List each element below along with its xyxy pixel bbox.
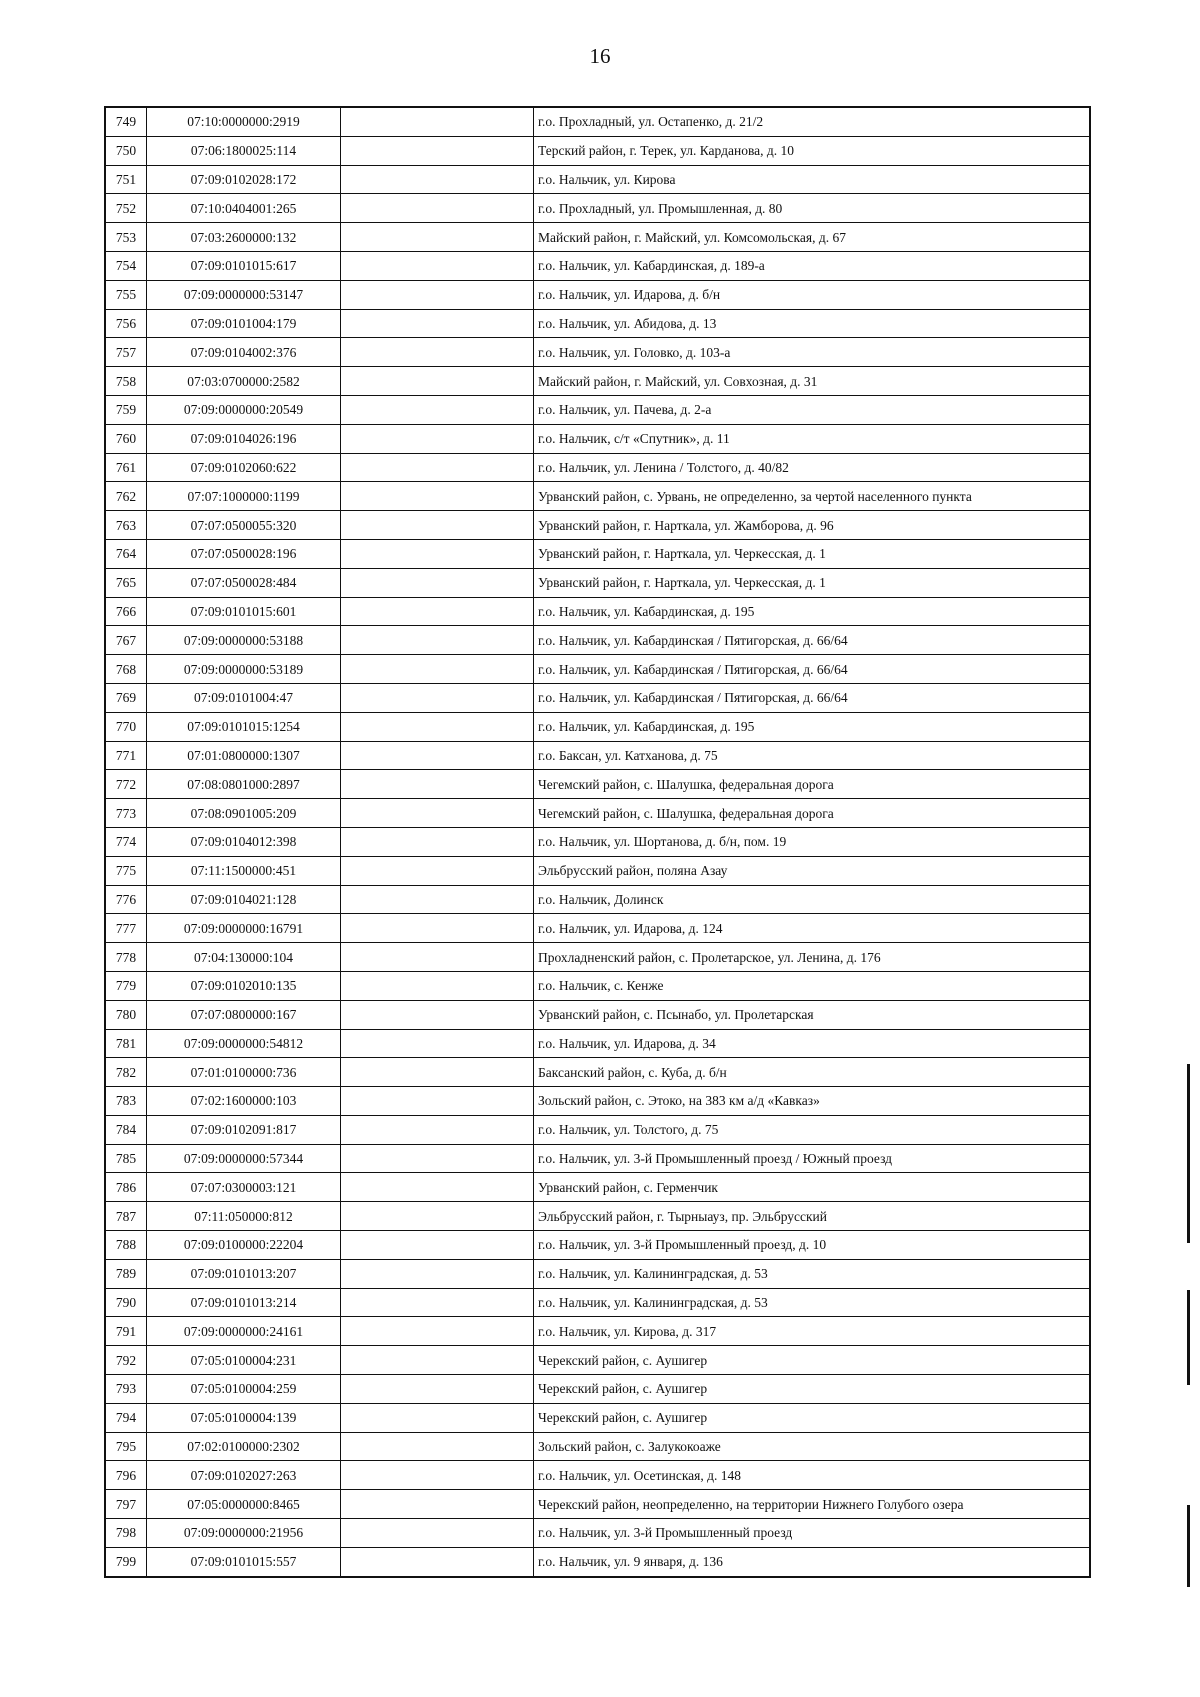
row-number-cell: 763 xyxy=(105,511,147,540)
empty-cell xyxy=(341,511,534,540)
table-row xyxy=(105,626,1090,655)
table-row xyxy=(105,568,1090,597)
cadastral-number-cell: 07:04:130000:104 xyxy=(147,943,341,972)
row-number-cell: 775 xyxy=(105,856,147,885)
table-row xyxy=(105,1173,1090,1202)
cadastral-number-cell: 07:09:0000000:53147 xyxy=(147,280,341,309)
empty-cell xyxy=(341,856,534,885)
table-row xyxy=(105,136,1090,165)
row-number-cell: 761 xyxy=(105,453,147,482)
cadastral-number-cell: 07:09:0000000:21956 xyxy=(147,1519,341,1548)
cadastral-number-cell: 07:09:0101013:207 xyxy=(147,1259,341,1288)
empty-cell xyxy=(341,194,534,223)
address-cell: г.о. Нальчик, ул. 3-й Промышленный проезд, д. 10 xyxy=(534,1231,1091,1260)
table-row xyxy=(105,367,1090,396)
scan-artifact-line xyxy=(1187,1290,1190,1385)
row-number-cell: 758 xyxy=(105,367,147,396)
cadastral-number-cell: 07:08:0801000:2897 xyxy=(147,770,341,799)
empty-cell xyxy=(341,367,534,396)
cadastral-number-cell: 07:09:0100000:22204 xyxy=(147,1231,341,1260)
empty-cell xyxy=(341,338,534,367)
address-cell: Урванский район, г. Нарткала, ул. Черкесская, д. 1 xyxy=(534,568,1091,597)
table-row xyxy=(105,280,1090,309)
address-cell: г.о. Нальчик, ул. Абидова, д. 13 xyxy=(534,309,1091,338)
row-number-cell: 764 xyxy=(105,539,147,568)
empty-cell xyxy=(341,1375,534,1404)
row-number-cell: 783 xyxy=(105,1087,147,1116)
row-number-cell: 794 xyxy=(105,1403,147,1432)
empty-cell xyxy=(341,1346,534,1375)
scan-artifact-line xyxy=(1187,1505,1190,1587)
cadastral-number-cell: 07:08:0901005:209 xyxy=(147,799,341,828)
address-cell: Эльбрусский район, г. Тырныауз, пр. Эльбрусский xyxy=(534,1202,1091,1231)
row-number-cell: 772 xyxy=(105,770,147,799)
row-number-cell: 786 xyxy=(105,1173,147,1202)
table-row xyxy=(105,597,1090,626)
table-row xyxy=(105,1346,1090,1375)
address-cell: г.о. Нальчик, ул. Кирова, д. 317 xyxy=(534,1317,1091,1346)
cadastral-number-cell: 07:09:0000000:16791 xyxy=(147,914,341,943)
property-table-container xyxy=(104,106,1091,1578)
empty-cell xyxy=(341,1490,534,1519)
cadastral-number-cell: 07:09:0104012:398 xyxy=(147,827,341,856)
property-table xyxy=(104,106,1091,1578)
table-row xyxy=(105,1547,1090,1576)
table-row xyxy=(105,827,1090,856)
table-row xyxy=(105,107,1090,136)
empty-cell xyxy=(341,136,534,165)
table-row xyxy=(105,1519,1090,1548)
row-number-cell: 754 xyxy=(105,251,147,280)
table-row xyxy=(105,1259,1090,1288)
empty-cell xyxy=(341,1115,534,1144)
table-row xyxy=(105,1375,1090,1404)
address-cell: г.о. Нальчик, ул. Кабардинская, д. 189-а xyxy=(534,251,1091,280)
cadastral-number-cell: 07:09:0101015:1254 xyxy=(147,712,341,741)
row-number-cell: 769 xyxy=(105,683,147,712)
table-row xyxy=(105,251,1090,280)
address-cell: г.о. Нальчик, ул. Кабардинская, д. 195 xyxy=(534,597,1091,626)
table-row xyxy=(105,683,1090,712)
empty-cell xyxy=(341,482,534,511)
empty-cell xyxy=(341,280,534,309)
table-row xyxy=(105,1403,1090,1432)
cadastral-number-cell: 07:05:0100004:259 xyxy=(147,1375,341,1404)
address-cell: Урванский район, г. Нарткала, ул. Жамборова, д. 96 xyxy=(534,511,1091,540)
table-row xyxy=(105,1144,1090,1173)
row-number-cell: 762 xyxy=(105,482,147,511)
empty-cell xyxy=(341,827,534,856)
cadastral-number-cell: 07:09:0102010:135 xyxy=(147,971,341,1000)
empty-cell xyxy=(341,1231,534,1260)
table-row xyxy=(105,395,1090,424)
cadastral-number-cell: 07:01:0100000:736 xyxy=(147,1058,341,1087)
empty-cell xyxy=(341,741,534,770)
table-row xyxy=(105,1029,1090,1058)
address-cell: г.о. Нальчик, ул. Ленина / Толстого, д. 40/82 xyxy=(534,453,1091,482)
address-cell: г.о. Нальчик, ул. Толстого, д. 75 xyxy=(534,1115,1091,1144)
address-cell: г.о. Нальчик, ул. Идарова, д. 124 xyxy=(534,914,1091,943)
address-cell: г.о. Нальчик, ул. Осетинская, д. 148 xyxy=(534,1461,1091,1490)
address-cell: Зольский район, с. Этоко, на 383 км а/д «Кавказ» xyxy=(534,1087,1091,1116)
page-number: 16 xyxy=(589,44,611,68)
empty-cell xyxy=(341,1259,534,1288)
empty-cell xyxy=(341,107,534,136)
table-row xyxy=(105,712,1090,741)
row-number-cell: 795 xyxy=(105,1432,147,1461)
cadastral-number-cell: 07:07:1000000:1199 xyxy=(147,482,341,511)
address-cell: Майский район, г. Майский, ул. Совхозная, д. 31 xyxy=(534,367,1091,396)
cadastral-number-cell: 07:09:0102060:622 xyxy=(147,453,341,482)
row-number-cell: 792 xyxy=(105,1346,147,1375)
table-row xyxy=(105,885,1090,914)
row-number-cell: 749 xyxy=(105,107,147,136)
cadastral-number-cell: 07:02:0100000:2302 xyxy=(147,1432,341,1461)
address-cell: Урванский район, с. Псынабо, ул. Пролетарская xyxy=(534,1000,1091,1029)
table-row xyxy=(105,914,1090,943)
cadastral-number-cell: 07:09:0102091:817 xyxy=(147,1115,341,1144)
row-number-cell: 755 xyxy=(105,280,147,309)
row-number-cell: 778 xyxy=(105,943,147,972)
table-body xyxy=(105,107,1090,1577)
address-cell: Чегемский район, с. Шалушка, федеральная дорога xyxy=(534,770,1091,799)
cadastral-number-cell: 07:09:0000000:54812 xyxy=(147,1029,341,1058)
table-row xyxy=(105,165,1090,194)
empty-cell xyxy=(341,568,534,597)
cadastral-number-cell: 07:01:0800000:1307 xyxy=(147,741,341,770)
row-number-cell: 760 xyxy=(105,424,147,453)
row-number-cell: 789 xyxy=(105,1259,147,1288)
empty-cell xyxy=(341,712,534,741)
row-number-cell: 784 xyxy=(105,1115,147,1144)
cadastral-number-cell: 07:11:050000:812 xyxy=(147,1202,341,1231)
address-cell: г.о. Нальчик, ул. Кирова xyxy=(534,165,1091,194)
address-cell: Черекский район, с. Аушигер xyxy=(534,1403,1091,1432)
cadastral-number-cell: 07:09:0101013:214 xyxy=(147,1288,341,1317)
table-row xyxy=(105,1490,1090,1519)
address-cell: г.о. Нальчик, ул. Идарова, д. 34 xyxy=(534,1029,1091,1058)
table-row xyxy=(105,1231,1090,1260)
empty-cell xyxy=(341,395,534,424)
empty-cell xyxy=(341,1547,534,1576)
cadastral-number-cell: 07:05:0000000:8465 xyxy=(147,1490,341,1519)
empty-cell xyxy=(341,683,534,712)
row-number-cell: 768 xyxy=(105,655,147,684)
row-number-cell: 771 xyxy=(105,741,147,770)
address-cell: г.о. Нальчик, ул. Головко, д. 103-а xyxy=(534,338,1091,367)
cadastral-number-cell: 07:07:0500028:484 xyxy=(147,568,341,597)
empty-cell xyxy=(341,1144,534,1173)
table-row xyxy=(105,1317,1090,1346)
table-row xyxy=(105,223,1090,252)
row-number-cell: 776 xyxy=(105,885,147,914)
address-cell: Чегемский район, с. Шалушка, федеральная дорога xyxy=(534,799,1091,828)
scan-artifact-line xyxy=(1187,1064,1190,1243)
empty-cell xyxy=(341,1173,534,1202)
row-number-cell: 782 xyxy=(105,1058,147,1087)
empty-cell xyxy=(341,971,534,1000)
empty-cell xyxy=(341,799,534,828)
empty-cell xyxy=(341,597,534,626)
table-row xyxy=(105,453,1090,482)
table-row xyxy=(105,741,1090,770)
empty-cell xyxy=(341,1029,534,1058)
table-row xyxy=(105,309,1090,338)
table-row xyxy=(105,194,1090,223)
cadastral-number-cell: 07:09:0101015:617 xyxy=(147,251,341,280)
row-number-cell: 798 xyxy=(105,1519,147,1548)
address-cell: г.о. Нальчик, ул. Идарова, д. б/н xyxy=(534,280,1091,309)
address-cell: Терский район, г. Терек, ул. Карданова, д. 10 xyxy=(534,136,1091,165)
table-row xyxy=(105,511,1090,540)
table-row xyxy=(105,971,1090,1000)
empty-cell xyxy=(341,1519,534,1548)
empty-cell xyxy=(341,885,534,914)
table-row xyxy=(105,1288,1090,1317)
cadastral-number-cell: 07:02:1600000:103 xyxy=(147,1087,341,1116)
empty-cell xyxy=(341,655,534,684)
row-number-cell: 751 xyxy=(105,165,147,194)
row-number-cell: 781 xyxy=(105,1029,147,1058)
cadastral-number-cell: 07:09:0000000:20549 xyxy=(147,395,341,424)
address-cell: г.о. Нальчик, ул. Кабардинская / Пятигорская, д. 66/64 xyxy=(534,683,1091,712)
address-cell: г.о. Нальчик, ул. Калининградская, д. 53 xyxy=(534,1259,1091,1288)
address-cell: Урванский район, с. Герменчик xyxy=(534,1173,1091,1202)
table-row xyxy=(105,1461,1090,1490)
cadastral-number-cell: 07:09:0000000:24161 xyxy=(147,1317,341,1346)
cadastral-number-cell: 07:09:0104026:196 xyxy=(147,424,341,453)
table-row xyxy=(105,1000,1090,1029)
empty-cell xyxy=(341,539,534,568)
address-cell: Прохладненский район, с. Пролетарское, ул. Ленина, д. 176 xyxy=(534,943,1091,972)
address-cell: г.о. Нальчик, ул. Калининградская, д. 53 xyxy=(534,1288,1091,1317)
cadastral-number-cell: 07:09:0104021:128 xyxy=(147,885,341,914)
empty-cell xyxy=(341,424,534,453)
address-cell: Баксанский район, с. Куба, д. б/н xyxy=(534,1058,1091,1087)
address-cell: г.о. Нальчик, Долинск xyxy=(534,885,1091,914)
address-cell: г.о. Нальчик, ул. 3-й Промышленный проезд xyxy=(534,1519,1091,1548)
table-row xyxy=(105,799,1090,828)
address-cell: г.о. Нальчик, ул. Кабардинская, д. 195 xyxy=(534,712,1091,741)
address-cell: г.о. Нальчик, ул. 9 января, д. 136 xyxy=(534,1547,1091,1576)
address-cell: г.о. Нальчик, с. Кенже xyxy=(534,971,1091,1000)
cadastral-number-cell: 07:07:0300003:121 xyxy=(147,1173,341,1202)
cadastral-number-cell: 07:09:0102028:172 xyxy=(147,165,341,194)
row-number-cell: 766 xyxy=(105,597,147,626)
row-number-cell: 793 xyxy=(105,1375,147,1404)
address-cell: г.о. Прохладный, ул. Промышленная, д. 80 xyxy=(534,194,1091,223)
cadastral-number-cell: 07:09:0102027:263 xyxy=(147,1461,341,1490)
row-number-cell: 770 xyxy=(105,712,147,741)
address-cell: г.о. Баксан, ул. Катханова, д. 75 xyxy=(534,741,1091,770)
address-cell: Черекский район, неопределенно, на территории Нижнего Голубого озера xyxy=(534,1490,1091,1519)
table-row xyxy=(105,482,1090,511)
cadastral-number-cell: 07:03:0700000:2582 xyxy=(147,367,341,396)
table-row xyxy=(105,1202,1090,1231)
row-number-cell: 797 xyxy=(105,1490,147,1519)
table-row xyxy=(105,539,1090,568)
address-cell: г.о. Нальчик, ул. Кабардинская / Пятигорская, д. 66/64 xyxy=(534,655,1091,684)
cadastral-number-cell: 07:09:0000000:53188 xyxy=(147,626,341,655)
address-cell: г.о. Нальчик, ул. Кабардинская / Пятигорская, д. 66/64 xyxy=(534,626,1091,655)
row-number-cell: 796 xyxy=(105,1461,147,1490)
empty-cell xyxy=(341,1000,534,1029)
table-row xyxy=(105,424,1090,453)
cadastral-number-cell: 07:09:0101015:601 xyxy=(147,597,341,626)
cadastral-number-cell: 07:09:0101015:557 xyxy=(147,1547,341,1576)
address-cell: Урванский район, г. Нарткала, ул. Черкесская, д. 1 xyxy=(534,539,1091,568)
empty-cell xyxy=(341,1432,534,1461)
cadastral-number-cell: 07:09:0000000:57344 xyxy=(147,1144,341,1173)
address-cell: Зольский район, с. Залукокоаже xyxy=(534,1432,1091,1461)
row-number-cell: 757 xyxy=(105,338,147,367)
row-number-cell: 788 xyxy=(105,1231,147,1260)
empty-cell xyxy=(341,1058,534,1087)
row-number-cell: 752 xyxy=(105,194,147,223)
cadastral-number-cell: 07:10:0000000:2919 xyxy=(147,107,341,136)
empty-cell xyxy=(341,309,534,338)
cadastral-number-cell: 07:10:0404001:265 xyxy=(147,194,341,223)
table-row xyxy=(105,1115,1090,1144)
cadastral-number-cell: 07:07:0500055:320 xyxy=(147,511,341,540)
address-cell: г.о. Нальчик, с/т «Спутник», д. 11 xyxy=(534,424,1091,453)
empty-cell xyxy=(341,626,534,655)
row-number-cell: 790 xyxy=(105,1288,147,1317)
row-number-cell: 759 xyxy=(105,395,147,424)
empty-cell xyxy=(341,1317,534,1346)
cadastral-number-cell: 07:05:0100004:139 xyxy=(147,1403,341,1432)
row-number-cell: 787 xyxy=(105,1202,147,1231)
row-number-cell: 767 xyxy=(105,626,147,655)
row-number-cell: 785 xyxy=(105,1144,147,1173)
row-number-cell: 779 xyxy=(105,971,147,1000)
cadastral-number-cell: 07:11:1500000:451 xyxy=(147,856,341,885)
empty-cell xyxy=(341,914,534,943)
cadastral-number-cell: 07:09:0000000:53189 xyxy=(147,655,341,684)
address-cell: Черекский район, с. Аушигер xyxy=(534,1346,1091,1375)
empty-cell xyxy=(341,223,534,252)
empty-cell xyxy=(341,1461,534,1490)
address-cell: Урванский район, с. Урвань, не определенно, за чертой населенного пункта xyxy=(534,482,1091,511)
empty-cell xyxy=(341,1403,534,1432)
address-cell: г.о. Прохладный, ул. Остапенко, д. 21/2 xyxy=(534,107,1091,136)
row-number-cell: 780 xyxy=(105,1000,147,1029)
empty-cell xyxy=(341,943,534,972)
empty-cell xyxy=(341,1288,534,1317)
table-row xyxy=(105,1058,1090,1087)
table-row xyxy=(105,1087,1090,1116)
row-number-cell: 777 xyxy=(105,914,147,943)
cadastral-number-cell: 07:09:0101004:47 xyxy=(147,683,341,712)
row-number-cell: 756 xyxy=(105,309,147,338)
cadastral-number-cell: 07:07:0500028:196 xyxy=(147,539,341,568)
table-row xyxy=(105,856,1090,885)
address-cell: Майский район, г. Майский, ул. Комсомольская, д. 67 xyxy=(534,223,1091,252)
row-number-cell: 774 xyxy=(105,827,147,856)
cadastral-number-cell: 07:05:0100004:231 xyxy=(147,1346,341,1375)
row-number-cell: 791 xyxy=(105,1317,147,1346)
table-row xyxy=(105,1432,1090,1461)
row-number-cell: 765 xyxy=(105,568,147,597)
table-row xyxy=(105,338,1090,367)
table-row xyxy=(105,770,1090,799)
address-cell: Эльбрусский район, поляна Азау xyxy=(534,856,1091,885)
cadastral-number-cell: 07:09:0104002:376 xyxy=(147,338,341,367)
cadastral-number-cell: 07:07:0800000:167 xyxy=(147,1000,341,1029)
empty-cell xyxy=(341,165,534,194)
address-cell: г.о. Нальчик, ул. 3-й Промышленный проезд / Южный проезд xyxy=(534,1144,1091,1173)
empty-cell xyxy=(341,453,534,482)
table-row xyxy=(105,943,1090,972)
cadastral-number-cell: 07:03:2600000:132 xyxy=(147,223,341,252)
empty-cell xyxy=(341,770,534,799)
row-number-cell: 773 xyxy=(105,799,147,828)
cadastral-number-cell: 07:06:1800025:114 xyxy=(147,136,341,165)
empty-cell xyxy=(341,251,534,280)
address-cell: Черекский район, с. Аушигер xyxy=(534,1375,1091,1404)
address-cell: г.о. Нальчик, ул. Шортанова, д. б/н, пом. 19 xyxy=(534,827,1091,856)
row-number-cell: 799 xyxy=(105,1547,147,1576)
row-number-cell: 753 xyxy=(105,223,147,252)
cadastral-number-cell: 07:09:0101004:179 xyxy=(147,309,341,338)
address-cell: г.о. Нальчик, ул. Пачева, д. 2-а xyxy=(534,395,1091,424)
empty-cell xyxy=(341,1087,534,1116)
row-number-cell: 750 xyxy=(105,136,147,165)
table-row xyxy=(105,655,1090,684)
empty-cell xyxy=(341,1202,534,1231)
